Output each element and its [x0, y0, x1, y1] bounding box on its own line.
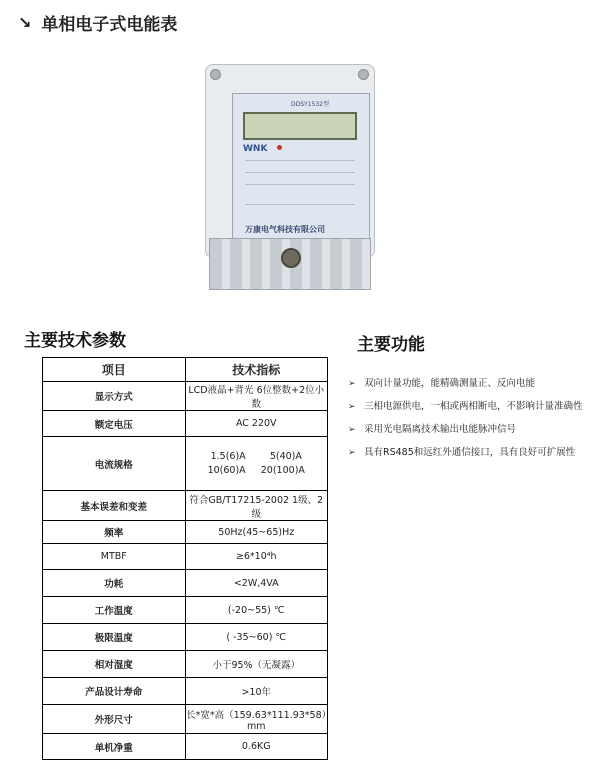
- screw-icon: [210, 69, 221, 80]
- table-cell-key: 单机净重: [43, 734, 186, 760]
- table-header-spec: 技术指标: [185, 358, 328, 382]
- list-item: [348, 446, 588, 460]
- current-spec-line: 1.5(6)A 5(40)A: [210, 450, 302, 462]
- spec-section-title: 主要技术参数: [24, 331, 126, 351]
- table-row: [43, 734, 328, 760]
- table-row: [43, 544, 328, 570]
- function-text: 三相电源供电，一相或两相断电，不影响计量准确性: [364, 401, 583, 412]
- table-row: [43, 382, 328, 411]
- meter-front-panel: [232, 93, 370, 245]
- table-cell-value: 0.6KG: [185, 734, 328, 760]
- table-cell-value: [185, 437, 328, 491]
- table-cell-value: 50Hz(45~65)Hz: [185, 521, 328, 544]
- table-cell-key: 频率: [43, 521, 186, 544]
- table-cell-value: AC 220V: [185, 411, 328, 437]
- list-item: [348, 400, 588, 414]
- meter-logo: WNK: [243, 144, 268, 154]
- table-cell-value: 长*宽*高（159.63*111.93*58）mm: [185, 705, 328, 734]
- meter-text-line: [245, 172, 355, 173]
- chevron-right-icon: ➢: [348, 379, 356, 389]
- table-cell-value: LCD液晶+背光 6位整数+2位小数: [185, 382, 328, 411]
- table-row: [43, 411, 328, 437]
- meter-model-label: DDSY1532型: [291, 101, 329, 108]
- table-row: [43, 437, 328, 491]
- meter-seal-icon: [281, 248, 301, 268]
- meter-casing: [205, 64, 375, 258]
- pulse-led-icon: [277, 145, 282, 150]
- table-cell-key: 极限温度: [43, 624, 186, 651]
- table-cell-value: 符合GB/T17215-2002 1级、2级: [185, 491, 328, 521]
- table-row: [43, 651, 328, 678]
- table-cell-value: 小于95%（无凝露）: [185, 651, 328, 678]
- table-row: [43, 570, 328, 597]
- meter-photo: [199, 58, 379, 300]
- meter-company-label: 万康电气科技有限公司: [245, 225, 325, 234]
- page-title: 单相电子式电能表: [41, 15, 178, 35]
- chevron-right-icon: ➢: [348, 402, 356, 412]
- table-cell-key: MTBF: [43, 544, 186, 570]
- table-header-row: [43, 358, 328, 382]
- table-row: [43, 624, 328, 651]
- table-cell-key: 功耗: [43, 570, 186, 597]
- current-spec-line: 10(60)A 20(100)A: [207, 464, 305, 476]
- spec-table: [42, 357, 328, 760]
- table-cell-key: 基本误差和变差: [43, 491, 186, 521]
- table-row: [43, 491, 328, 521]
- function-section-title: 主要功能: [357, 335, 425, 355]
- table-cell-key: 显示方式: [43, 382, 186, 411]
- table-cell-value: (-20~55) ℃: [185, 597, 328, 624]
- table-cell-key: 工作温度: [43, 597, 186, 624]
- meter-lcd-display: [243, 112, 357, 140]
- table-cell-value: ( -35~60) ℃: [185, 624, 328, 651]
- function-text: 具有RS485和远红外通信接口，具有良好可扩展性: [364, 447, 576, 458]
- table-cell-value: >10年: [185, 678, 328, 705]
- function-text: 采用光电隔离技术输出电能脉冲信号: [364, 424, 517, 435]
- meter-text-line: [245, 160, 355, 161]
- table-cell-key: 产品设计寿命: [43, 678, 186, 705]
- table-cell-key: 额定电压: [43, 411, 186, 437]
- arrow-down-right-icon: ↘: [18, 13, 32, 32]
- table-cell-key: 外形尺寸: [43, 705, 186, 734]
- meter-text-line: [245, 204, 355, 205]
- chevron-right-icon: ➢: [348, 425, 356, 435]
- function-text: 双向计量功能，能精确测量正、反向电能: [364, 378, 536, 389]
- table-row: [43, 521, 328, 544]
- table-row: [43, 597, 328, 624]
- screw-icon: [358, 69, 369, 80]
- table-row: [43, 705, 328, 734]
- table-cell-value: <2W,4VA: [185, 570, 328, 597]
- page-header: [18, 10, 177, 35]
- function-list: [348, 377, 588, 469]
- chevron-right-icon: ➢: [348, 448, 356, 458]
- list-item: [348, 423, 588, 437]
- table-cell-value: ≥6*10⁴h: [185, 544, 328, 570]
- list-item: [348, 377, 588, 391]
- meter-text-line: [245, 184, 355, 185]
- table-cell-key: 相对湿度: [43, 651, 186, 678]
- table-cell-key: 电流规格: [43, 437, 186, 491]
- table-row: [43, 678, 328, 705]
- table-header-item: 项目: [43, 358, 186, 382]
